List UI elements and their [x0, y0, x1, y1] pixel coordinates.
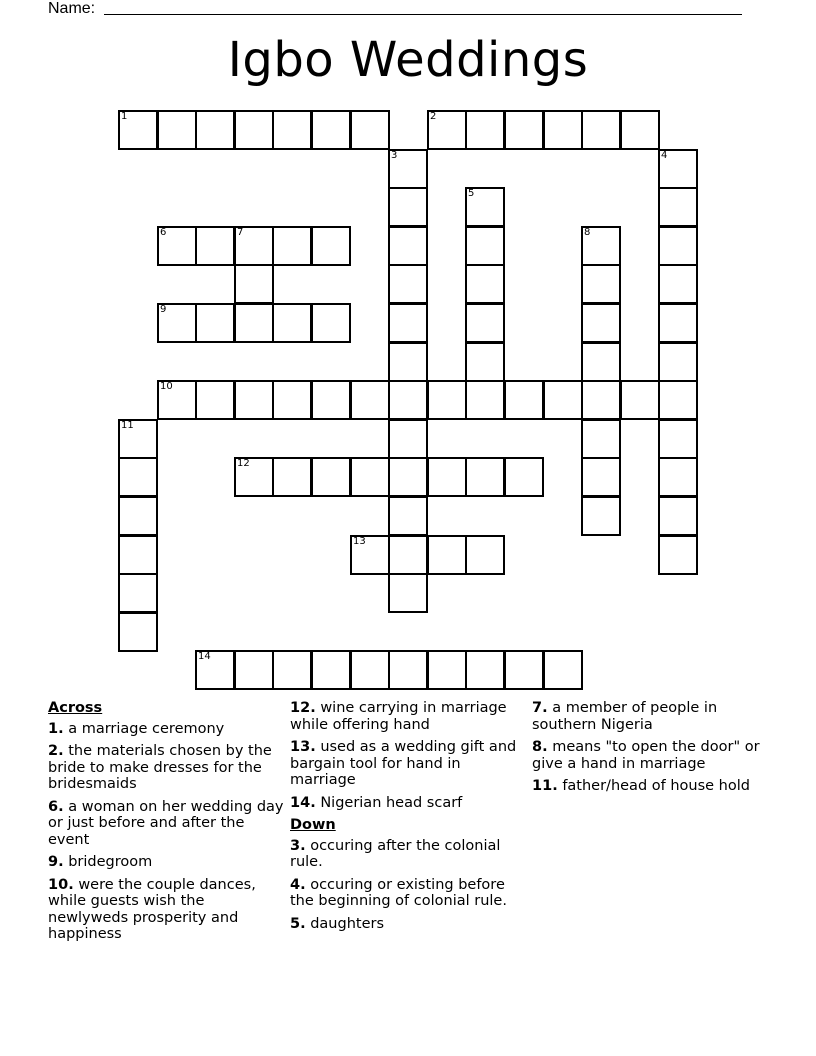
clue-across-14: 14. Nigerian head scarf [290, 794, 463, 811]
clue-number: 1 [48, 720, 59, 737]
clue-text: means "to open the door" or give a hand in marriage [532, 739, 760, 772]
cell-number: 1 [121, 111, 128, 122]
clue-text: occuring after the colonial rule. [290, 837, 501, 870]
grid-cell[interactable] [658, 496, 698, 536]
grid-cell[interactable] [195, 650, 235, 690]
clue-text: the materials chosen by the bride to make dresses for the bridesmaids [48, 743, 272, 792]
grid-cell[interactable] [465, 264, 505, 304]
grid-cell[interactable] [658, 457, 698, 497]
grid-cell[interactable] [157, 110, 197, 150]
cell-number: 9 [160, 304, 167, 315]
grid-cell[interactable] [465, 342, 505, 382]
grid-cell[interactable] [465, 535, 505, 575]
clue-across-10: 10. were the couple dances, while guests wish the newlyweds prosperity and happiness [48, 876, 256, 942]
clue-text: father/head of house hold [562, 778, 750, 794]
grid-cell[interactable] [118, 110, 158, 150]
grid-cell[interactable] [118, 457, 158, 497]
clue-down-7: 7. a member of people in southern Nigeria [532, 700, 718, 733]
grid-cell[interactable] [118, 496, 158, 536]
cell-number: 11 [121, 420, 134, 431]
clue-column-3 [532, 700, 768, 801]
clue-number: 3 [290, 837, 301, 854]
grid-cell[interactable] [504, 457, 544, 497]
grid-cell[interactable] [620, 110, 660, 150]
grid-cell[interactable] [272, 457, 312, 497]
grid-cell[interactable] [658, 380, 698, 420]
grid-cell[interactable] [658, 226, 698, 266]
grid-cell[interactable] [350, 110, 390, 150]
grid-cell[interactable] [427, 457, 467, 497]
grid-cell[interactable] [195, 303, 235, 343]
grid-cell[interactable] [234, 226, 274, 266]
clue-number: 10 [48, 876, 69, 893]
grid-cell[interactable] [581, 380, 621, 420]
grid-cell[interactable] [234, 457, 274, 497]
clue-column-2 [290, 700, 526, 938]
grid-cell[interactable] [272, 303, 312, 343]
cell-number: 6 [160, 227, 167, 238]
clue-number: 4 [290, 876, 301, 893]
grid-cell[interactable] [388, 380, 428, 420]
grid-cell[interactable] [504, 650, 544, 690]
clue-number: 14 [290, 794, 311, 811]
grid-cell[interactable] [311, 457, 351, 497]
grid-cell[interactable] [465, 187, 505, 227]
grid-cell[interactable] [272, 226, 312, 266]
grid-cell[interactable] [504, 380, 544, 420]
clue-text: daughters [310, 915, 385, 932]
grid-cell[interactable] [388, 650, 428, 690]
grid-cell[interactable] [658, 149, 698, 189]
cell-number: 3 [391, 150, 398, 161]
grid-cell[interactable] [620, 380, 660, 420]
grid-cell[interactable] [234, 303, 274, 343]
clue-number: 12 [290, 700, 311, 716]
grid-cell[interactable] [581, 303, 621, 343]
grid-cell[interactable] [658, 419, 698, 459]
grid-cell[interactable] [658, 303, 698, 343]
grid-cell[interactable] [465, 457, 505, 497]
grid-cell[interactable] [195, 110, 235, 150]
grid-cell[interactable] [311, 110, 351, 150]
clue-down-8: 8. means "to open the door" or give a hand in marriage [532, 739, 760, 772]
clue-text: wine carrying in marriage while offering hand [290, 700, 507, 733]
grid-cell[interactable] [234, 110, 274, 150]
grid-cell[interactable] [543, 110, 583, 150]
cell-number: 13 [353, 536, 366, 547]
grid-cell[interactable] [388, 187, 428, 227]
grid-cell[interactable] [388, 342, 428, 382]
grid-cell[interactable] [427, 380, 467, 420]
clue-number: 6 [48, 798, 59, 815]
name-label: Name: [48, 0, 96, 17]
grid-cell[interactable] [350, 535, 390, 575]
grid-cell[interactable] [272, 110, 312, 150]
clue-number: 9 [48, 854, 59, 870]
grid-cell[interactable] [388, 457, 428, 497]
clue-text: were the couple dances, while guests wish the newlyweds prosperity and happiness [48, 876, 256, 942]
grid-cell[interactable] [504, 110, 544, 150]
across-heading: Across [48, 700, 103, 716]
cell-number: 12 [237, 458, 250, 469]
grid-cell[interactable] [465, 226, 505, 266]
clue-down-3: 3. occuring after the colonial rule. [290, 837, 501, 870]
grid-cell[interactable] [272, 650, 312, 690]
clue-text: bridegroom [68, 854, 153, 870]
clue-text: occuring or existing before the beginning of colonial rule. [290, 876, 507, 909]
clue-text: a member of people in southern Nigeria [532, 700, 718, 733]
grid-cell[interactable] [543, 380, 583, 420]
grid-cell[interactable] [658, 264, 698, 304]
clue-across-13: 13. used as a wedding gift and bargain tool for hand in marriage [290, 739, 517, 788]
clue-column-1 [48, 700, 288, 949]
grid-cell[interactable] [427, 110, 467, 150]
clue-across-2: 2. the materials chosen by the bride to make dresses for the bridesmaids [48, 743, 272, 792]
grid-cell[interactable] [118, 535, 158, 575]
grid-cell[interactable] [157, 303, 197, 343]
grid-cell[interactable] [157, 226, 197, 266]
clue-across-6: 6. a woman on her wedding day or just before and after the event [48, 798, 284, 848]
cell-number: 7 [237, 227, 244, 238]
cell-number: 4 [661, 150, 668, 161]
grid-cell[interactable] [427, 535, 467, 575]
grid-cell[interactable] [311, 380, 351, 420]
grid-cell[interactable] [581, 226, 621, 266]
grid-cell[interactable] [234, 380, 274, 420]
grid-cell[interactable] [658, 535, 698, 575]
page-title: Igbo Weddings [227, 32, 589, 88]
cell-number: 2 [430, 111, 437, 122]
grid-cell[interactable] [388, 264, 428, 304]
grid-cell[interactable] [581, 110, 621, 150]
grid-cell[interactable] [388, 226, 428, 266]
clue-number: 8 [532, 739, 543, 755]
clue-across-12: 12. wine carrying in marriage while offering hand [290, 700, 507, 733]
grid-cell[interactable] [157, 380, 197, 420]
grid-cell[interactable] [388, 496, 428, 536]
clue-text: a marriage ceremony [68, 720, 225, 737]
grid-cell[interactable] [118, 573, 158, 613]
clue-number: 13 [290, 739, 311, 755]
grid-cell[interactable] [581, 496, 621, 536]
grid-cell[interactable] [658, 187, 698, 227]
clue-text: used as a wedding gift and bargain tool for hand in marriage [290, 739, 517, 788]
clue-text: a woman on her wedding day or just before and after the event [48, 798, 284, 848]
clue-text: Nigerian head scarf [320, 794, 463, 811]
grid-cell[interactable] [311, 650, 351, 690]
grid-cell[interactable] [118, 419, 158, 459]
grid-cell[interactable] [465, 303, 505, 343]
grid-cell[interactable] [350, 650, 390, 690]
clue-across-9: 9. bridegroom [48, 854, 153, 870]
grid-cell[interactable] [581, 264, 621, 304]
clue-down-5: 5. daughters [290, 915, 385, 932]
grid-cell[interactable] [581, 457, 621, 497]
clue-number: 5 [290, 915, 301, 932]
grid-cell[interactable] [465, 380, 505, 420]
grid-cell[interactable] [350, 457, 390, 497]
grid-cell[interactable] [311, 226, 351, 266]
grid-cell[interactable] [388, 303, 428, 343]
grid-cell[interactable] [272, 380, 312, 420]
grid-cell[interactable] [388, 149, 428, 189]
grid-cell[interactable] [465, 650, 505, 690]
grid-cell[interactable] [658, 342, 698, 382]
clue-number: 7 [532, 700, 543, 716]
grid-cell[interactable] [234, 650, 274, 690]
cell-number: 8 [584, 227, 591, 238]
clue-across-1: 1. a marriage ceremony [48, 720, 225, 737]
grid-cell[interactable] [581, 342, 621, 382]
grid-cell[interactable] [350, 380, 390, 420]
grid-cell[interactable] [195, 380, 235, 420]
grid-cell[interactable] [465, 110, 505, 150]
grid-cell[interactable] [581, 419, 621, 459]
clue-down-4: 4. occuring or existing before the beginning of colonial rule. [290, 876, 507, 909]
cell-number: 14 [198, 651, 211, 662]
grid-cell[interactable] [388, 419, 428, 459]
clue-down-11: 11. father/head of house hold [532, 778, 750, 794]
down-heading: Down [290, 817, 336, 833]
grid-cell[interactable] [388, 573, 428, 613]
clue-number: 11 [532, 778, 553, 794]
cell-number: 5 [468, 188, 475, 199]
clue-number: 2 [48, 743, 59, 759]
grid-cell[interactable] [311, 303, 351, 343]
grid-cell[interactable] [543, 650, 583, 690]
grid-cell[interactable] [195, 226, 235, 266]
cell-number: 10 [160, 381, 173, 392]
grid-cell[interactable] [388, 535, 428, 575]
grid-cell[interactable] [234, 264, 274, 304]
grid-cell[interactable] [427, 650, 467, 690]
grid-cell[interactable] [118, 612, 158, 652]
